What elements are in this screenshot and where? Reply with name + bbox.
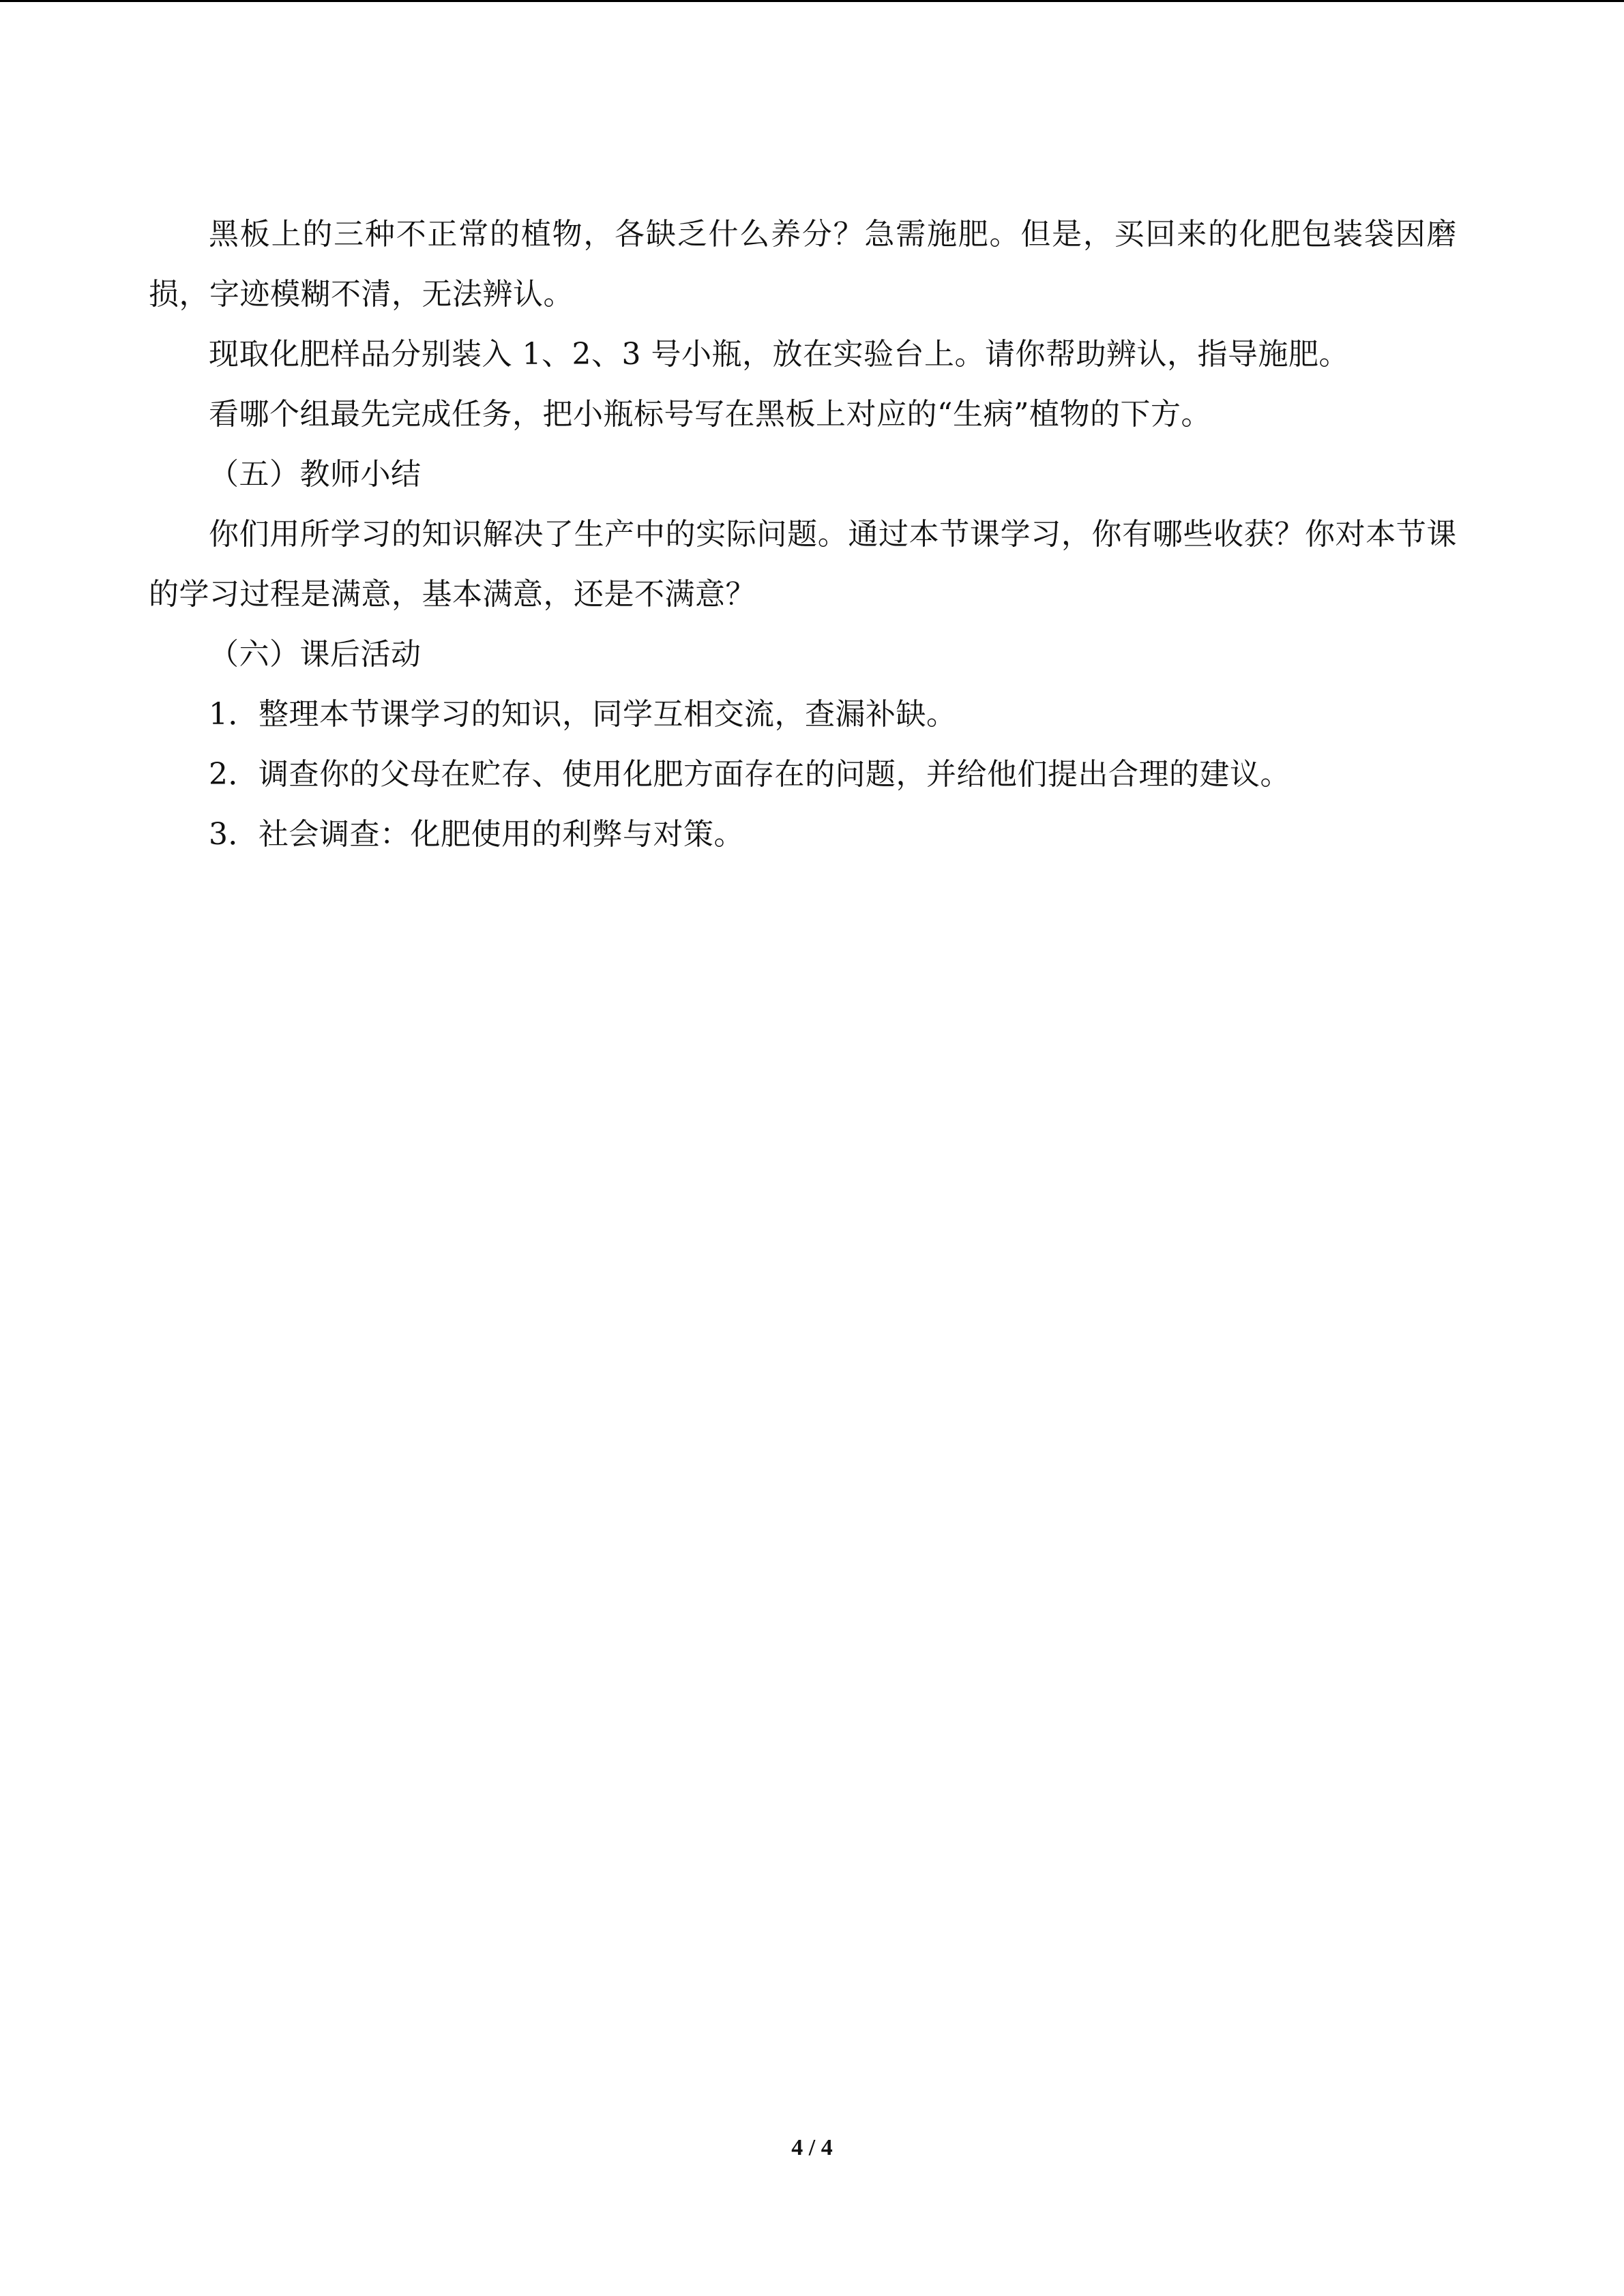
list-item-parent-survey: 2．调查你的父母在贮存、使用化肥方面存在的问题，并给他们提出合理的建议。 <box>209 757 1290 792</box>
paragraph-plant-nutrients: 黑板上的三种不正常的植物，各缺乏什么养分？急需施肥。但是，买回来的化肥包装袋因磨损，字迹模糊不清，无法辨认。 <box>149 217 1457 312</box>
document-body <box>149 205 1457 865</box>
section-heading-teacher-summary: （五）教师小结 <box>209 457 422 492</box>
paragraph-fertilizer-samples: 现取化肥样品分别装入 1、2、3 号小瓶，放在实验台上。请你帮助辨认，指导施肥。 <box>209 337 1349 372</box>
list-item-review-knowledge: 1．整理本节课学习的知识，同学互相交流，查漏补缺。 <box>209 697 957 732</box>
paragraph-summary-questions: 你们用所学习的知识解决了生产中的实际问题。通过本节课学习，你有哪些收获？你对本节课的学习过程是满意，基本满意，还是不满意？ <box>149 517 1457 612</box>
page-number: 4 / 4 <box>791 2135 833 2160</box>
top-border-line <box>0 0 1624 2</box>
paragraph-group-task: 看哪个组最先完成任务，把小瓶标号写在黑板上对应的“生病”植物的下方。 <box>209 397 1211 432</box>
section-heading-after-class: （六）课后活动 <box>209 637 422 672</box>
list-item-social-survey: 3．社会调查：化肥使用的利弊与对策。 <box>209 817 744 852</box>
